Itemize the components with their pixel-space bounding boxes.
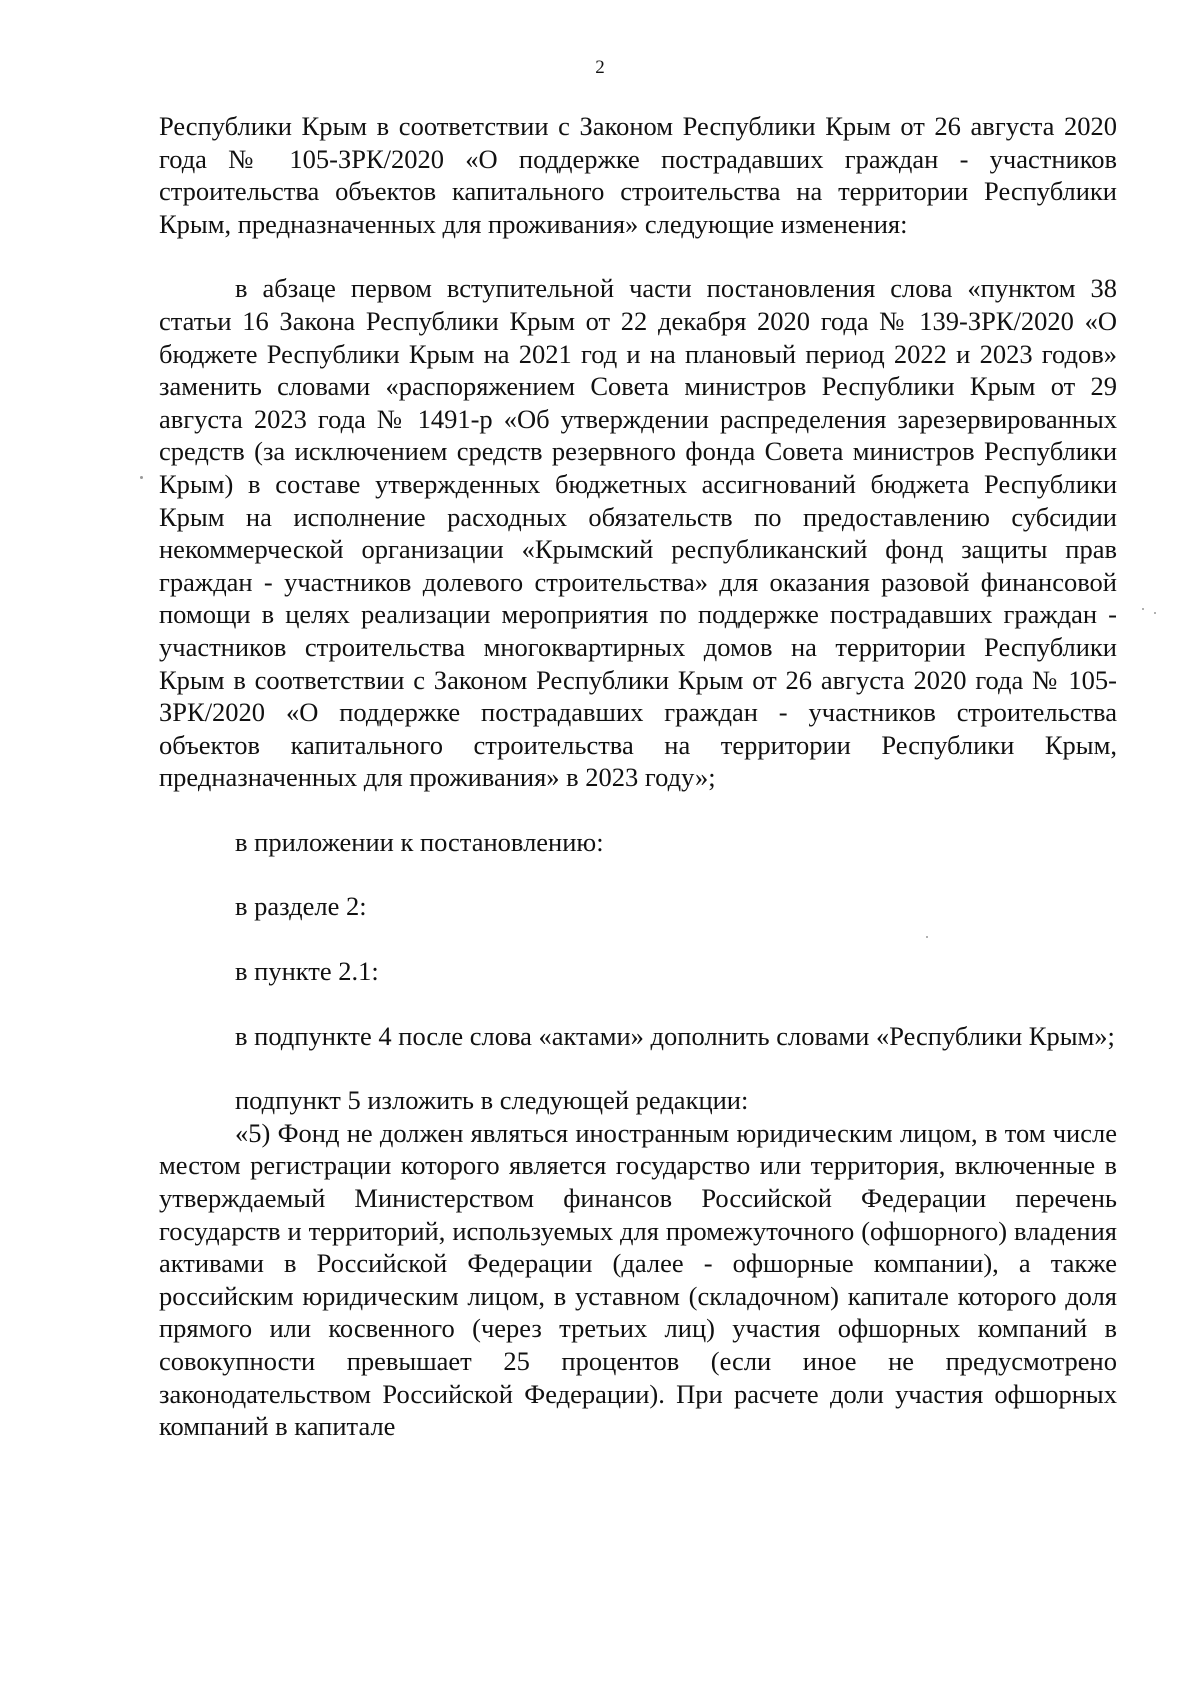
paragraph-subpoint-5-intro: подпункт 5 изложить в следующей редакции: bbox=[235, 1085, 749, 1116]
scan-speck bbox=[140, 476, 143, 479]
scan-speck bbox=[1154, 612, 1156, 614]
paragraph-subpoint-5-text: «5) Фонд не должен являться иностранным юридическим лицом, в том числе местом регистрации которого является государство или территория, включенные в утверждаемый Министерством финансов Российской Федерации перечень государств и территорий, используемых для промежуточного (офшорного) владения активами в Российской Федерации (далее - офшорные компании), а также российским юридическим лицом, в уставном (складочном) капитале которого доля прямого или косвенного (через третьих лиц) участия офшорных компаний в совокупности превышает 25 процентов (если иное не предусмотрено законодательством Российской Федерации). При расчете доли участия офшорных компаний в капитале bbox=[159, 1117, 1117, 1442]
page-number: 2 bbox=[595, 57, 605, 78]
document-body bbox=[159, 110, 1117, 1443]
paragraph-annex: в приложении к постановлению: bbox=[235, 826, 604, 857]
paragraph-preamble-amendment: в абзаце первом вступительной части постановления слова «пунктом 38 статьи 16 Закона Республики Крым от 22 декабря 2020 года № 139-ЗРК/2020 «О бюджете Республики Крым на 2021 год и на плановый период 2022 и 2023 годов» заменить словами «распоряжением Совета министров Республики Крым от 29 августа 2023 года № 1491-р «Об утверждении распределения зарезервированных средств (за исключением средств резервного фонда Совета министров Республики Крым) в составе утвержденных бюджетных ассигнований бюджета Республики Крым на исполнение расходных обязательств по предоставлению субсидии некоммерческой организации «Крымский республиканский фонд защиты прав граждан - участников долевого строительства» для оказания разовой финансовой помощи в целях реализации мероприятия по поддержке пострадавших граждан - участников строительства многоквартирных домов на территории Республики Крым в соответствии с Законом Республики Крым от 26 августа 2020 года № 105-ЗРК/2020 «О поддержке пострадавших граждан - участников строительства объектов капитального строительства на территории Республики Крым, предназначенных для проживания» в 2023 году»; bbox=[159, 273, 1117, 793]
paragraph-point-2-1: в пункте 2.1: bbox=[235, 956, 379, 987]
scan-speck bbox=[1142, 608, 1144, 610]
scan-speck bbox=[926, 936, 928, 938]
paragraph-intro-continuation: Республики Крым в соответствии с Законом Республики Крым от 26 августа 2020 года № 105-ЗРК/2020 «О поддержке пострадавших граждан - участников строительства объектов капитального строительства на территории Республики Крым, предназначенных для проживания» следующие изменения: bbox=[159, 111, 1117, 239]
paragraph-section-2: в разделе 2: bbox=[235, 891, 367, 922]
paragraph-subpoint-4: в подпункте 4 после слова «актами» дополнить словами «Республики Крым»; bbox=[235, 1020, 1115, 1051]
